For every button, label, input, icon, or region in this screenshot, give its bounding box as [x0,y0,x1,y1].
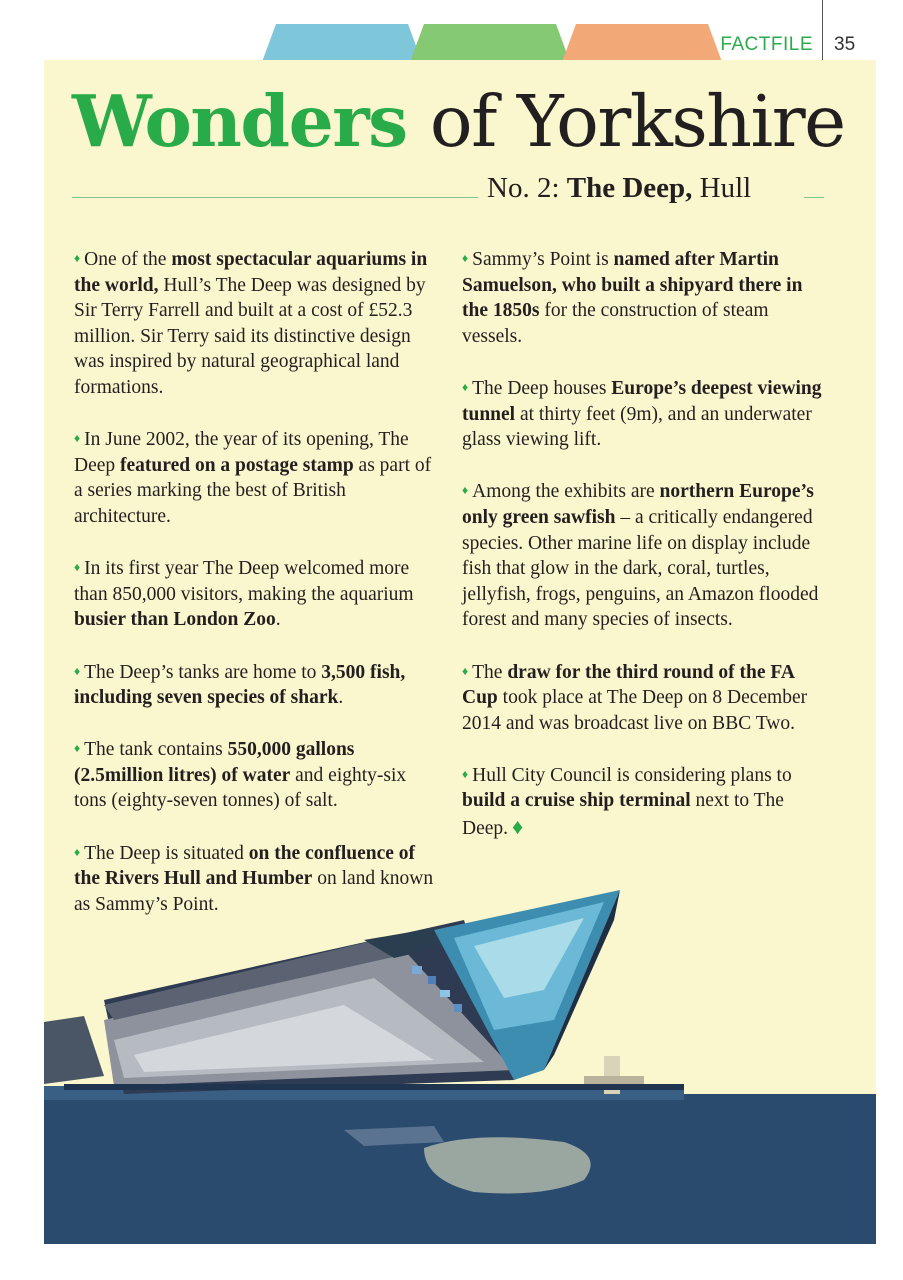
bullet-icon: ♦ [462,251,469,265]
subtitle-suffix: Hull [692,172,752,204]
fact-text: as part of a series marking the best of British architecture. [74,454,432,527]
fact-highlight: build a cruise ship terminal [462,790,691,812]
tab-green [410,24,570,62]
fact-text: Sammy’s Point is [472,249,614,270]
fact-text: for the construction of steam vessels. [462,300,769,347]
fact-item [462,246,830,349]
fact-highlight: on the confluence of the Rivers Hull and Humber [74,842,416,890]
fact-highlight: 3,500 fish, including seven species of shark [74,661,406,709]
fact-highlight: 550,000 gallons (2.5million litres) of water [74,739,355,786]
fact-item [74,736,442,814]
bullet-icon: ♦ [74,560,81,575]
fact-text: next to The Deep. [462,790,784,840]
fact-text: on land known as Sammy’s Point. [74,868,434,915]
title-rest: of Yorkshire [429,80,845,163]
right-column [462,246,830,867]
section-label: FACTFILE [720,34,813,55]
fact-text: . [338,687,344,709]
fact-highlight: named after Martin Samuelson, who built a shipyard there in the 1850s [462,249,803,322]
fact-highlight: draw for the third round of the FA Cup [462,661,794,709]
left-column [74,246,442,943]
fact-text: The tank contains [84,739,228,761]
fact-item [74,840,442,918]
fact-text: Hull City Council is considering plans to [472,764,792,786]
bullet-icon: ♦ [462,766,469,781]
subtitle-rule-right [804,197,824,198]
fact-highlight: most spectacular aquariums in the world, [74,249,428,296]
fact-text: One of the [84,249,172,270]
fact-text: Hull’s The Deep was designed by Sir Terry Farrell and built at a cost of £52.3 million. Sir Terry said its distinctive design was inspired by natural geographical land formations. [74,274,426,398]
fact-highlight: featured on a postage stamp [120,454,354,476]
fact-text: took place at The Deep on 8 December 2014 and was broadcast live on BBC Two. [462,687,808,734]
subtitle-bold: The Deep, [566,172,693,204]
fact-text: Among the exhibits are [472,481,660,503]
bullet-icon: ♦ [74,663,81,678]
bullet-icon: ♦ [74,844,81,859]
bullet-icon: ♦ [462,663,469,678]
fact-highlight: Europe’s deepest viewing tunnel [462,377,822,425]
tab-orange [562,24,722,62]
fact-item [74,246,442,401]
fact-text: at thirty feet (9m), and an underwater glass viewing lift. [462,403,812,451]
subtitle [487,172,751,205]
tab-blue [262,24,422,62]
fact-text: The Deep’s tanks are home to [84,661,322,683]
bullet-icon: ♦ [462,379,469,394]
fact-text: The Deep is situated [84,842,249,864]
fact-highlight: busier than London Zoo [74,609,276,631]
end-mark-icon: ♦ [512,814,524,840]
fact-text: The [472,661,508,683]
fact-text: In June 2002, the year of its opening, The Deep [74,429,409,476]
fact-item [462,478,830,633]
fact-text: In its first year The Deep welcomed more than 850,000 visitors, making the aquarium [74,558,414,605]
title-highlight: Wonders [72,79,407,163]
page-title [72,79,845,163]
fact-item [462,762,830,842]
fact-text: The Deep houses [472,377,612,399]
subtitle-prefix: No. 2: [487,172,567,204]
fact-item [74,426,442,529]
fact-item [462,375,830,453]
subtitle-rule-left [72,197,478,198]
page-number: 35 [834,34,856,55]
bullet-icon: ♦ [74,741,81,756]
fact-item [462,659,830,737]
fact-text: . [275,609,281,631]
fact-text: – a critically endangered species. Other marine life on display include fish that glow in the dark, coral, turtles, jellyfish, frogs, penguins, an Amazon flooded forest and many species of insects. [462,506,819,631]
fact-text: and eighty-six tons (eighty-seven tonnes) of salt. [74,764,407,812]
fact-item [74,659,442,711]
bullet-icon: ♦ [74,431,81,446]
bullet-icon: ♦ [462,483,469,498]
bullet-icon: ♦ [74,251,81,265]
fact-item [74,555,442,633]
fact-highlight: northern Europe’s only green sawfish [462,481,814,528]
